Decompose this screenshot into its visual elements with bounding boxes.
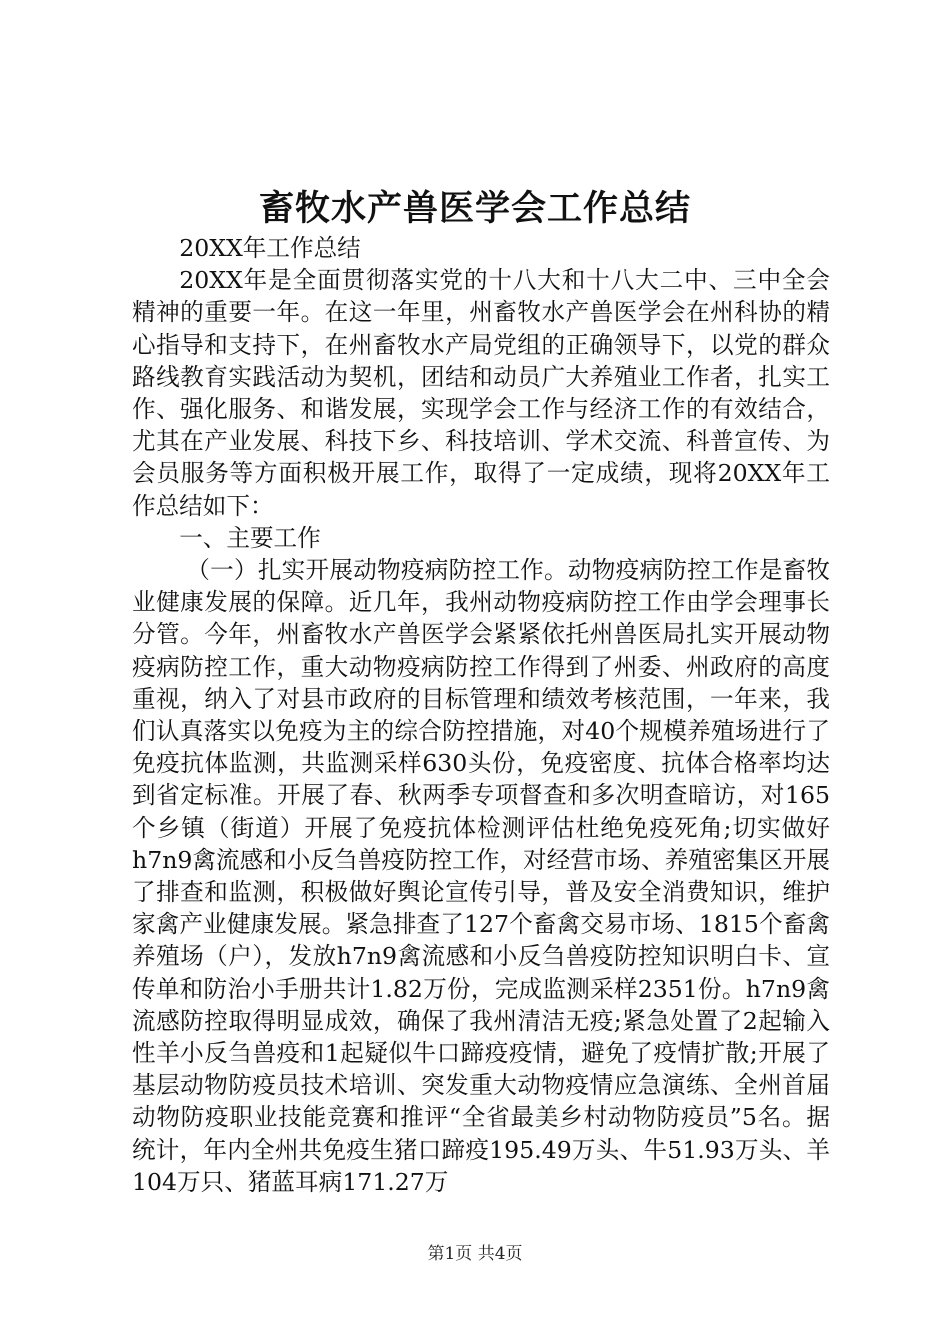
section-heading: 一、主要工作 — [179, 523, 321, 552]
document-title: 畜牧水产兽医学会工作总结 — [258, 188, 691, 229]
page-footer: 第1页 共4页 — [427, 1244, 523, 1264]
section-subtitle: 20XX年工作总结 — [179, 234, 361, 262]
document-body — [132, 232, 830, 1198]
intro-paragraph: 20XX年是全面贯彻落实党的十八大和十八大二中、三中全会精神的重要一年。在这一年里，州畜牧水产兽医学会在州科协的精心指导和支持下，在州畜牧水产局党组的正确领导下，以党的群众路线教育实践活动为契机，团结和动员广大养殖业工作者，扎实工作、强化服务、和谐发展，实现学会工作与经济工作的有效结合，尤其在产业发展、科技下乡、科技培训、学术交流、科普宣传、为会员服务等方面积极开展工作，取得了一定成绩，现将20XX年工作总结如下： — [132, 266, 830, 520]
body-paragraph: （一）扎实开展动物疫病防控工作。动物疫病防控工作是畜牧业健康发展的保障。近几年，我州动物疫病防控工作由学会理事长分管。今年，州畜牧水产兽医学会紧紧依托州兽医局扎实开展动物疫病防控工作，重大动物疫病防控工作得到了州委、州政府的高度重视，纳入了对县市政府的目标管理和绩效考核范围，一年来，我们认真落实以免疫为主的综合防控措施，对40个规模养殖场进行了免疫抗体监测，共监测采样630头份，免疫密度、抗体合格率均达到省定标准。开展了春、秋两季专项督查和多次明查暗访，对165个乡镇（街道）开展了免疫抗体检测评估杜绝免疫死角;切实做好h7n9禽流感和小反刍兽疫防控工作，对经营市场、养殖密集区开展了排查和监测，积极做好舆论宣传引导，普及安全消费知识，维护家禽产业健康发展。紧急排查了127个畜禽交易市场、1815个畜禽养殖场（户），发放h7n9禽流感和小反刍兽疫防控知识明白卡、宣传单和防治小手册共计1.82万份，完成监测采样2351份。h7n9禽流感防控取得明显成效，确保了我州清洁无疫;紧急处置了2起输入性羊小反刍兽疫和1起疑似牛口蹄疫疫情，避免了疫情扩散;开展了基层动物防疫员技术培训、突发重大动物疫情应急演练、全州首届动物防疫职业技能竞赛和推评“全省最美乡村动物防疫员”5名。据统计，年内全州共免疫生猪口蹄疫195.49万头、牛51.93万头、羊104万只、猪蓝耳病171.27万 — [132, 556, 830, 1196]
